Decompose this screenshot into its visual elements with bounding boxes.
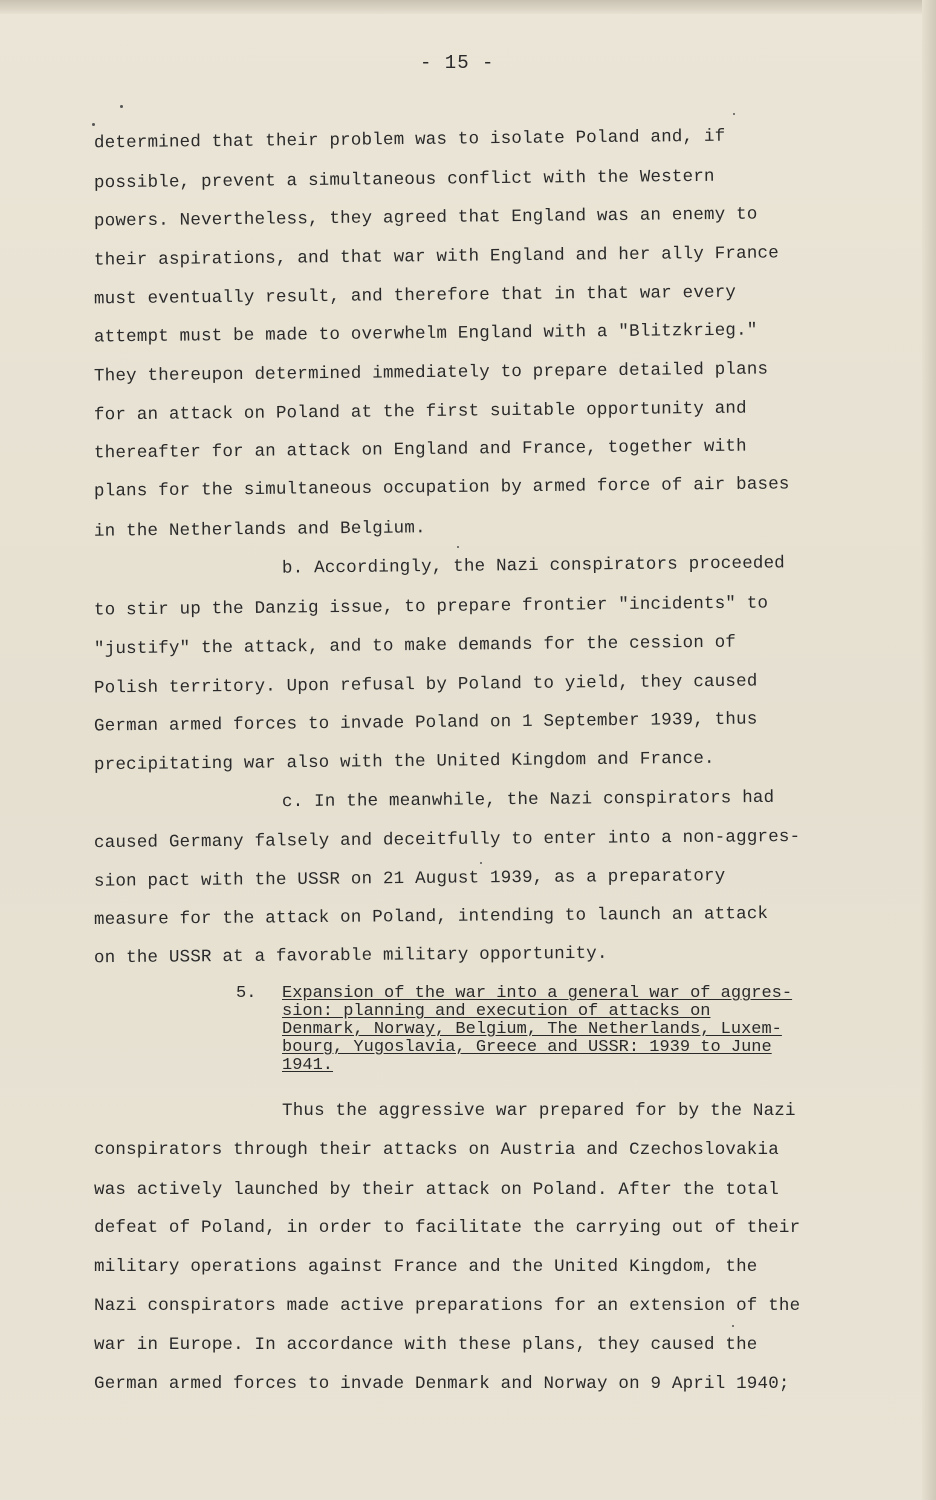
paragraph-b-line: precipitating war also with the United Kingdom and France. (93, 748, 715, 776)
section-heading-text (282, 985, 857, 1075)
paragraph-a-line: thereafter for an attack on England and France, together with (93, 436, 747, 464)
paragraph-c-line: sion pact with the USSR on 21 August 1939, as a preparatory (93, 866, 726, 892)
section-heading-line: Denmark, Norway, Belgium, The Netherlands, Luxem- (282, 1020, 782, 1039)
ink-speck (480, 862, 482, 864)
paragraph-d-line: defeat of Poland, in order to facilitate the carrying out of their (94, 1218, 801, 1238)
paragraph-a-line: their aspirations, and that war with England and her ally France (93, 243, 780, 271)
paragraph-c-line: on the USSR at a favorable military opportunity. (93, 943, 608, 969)
paragraph-a-line: for an attack on Poland at the first suitable opportunity and (93, 398, 747, 426)
paragraph-a-line: powers. Nevertheless, they agreed that England was an enemy to (93, 204, 758, 232)
paragraph-c-line: caused Germany falsely and deceitfully to enter into a non-aggres- (93, 826, 801, 854)
paragraph-a-line: plans for the simultaneous occupation by armed force of air bases (93, 474, 790, 502)
paragraph-d-line: Thus the aggressive war prepared for by the Nazi (282, 1101, 796, 1121)
paragraph-d-line: Nazi conspirators made active preparations for an extension of the (94, 1296, 801, 1316)
section-number: 5. (236, 984, 257, 1003)
page-number: - 15 - (420, 52, 495, 74)
section-heading-line: 1941. (282, 1056, 334, 1075)
paragraph-c-line: c. In the meanwhile, the Nazi conspirators had (281, 787, 775, 813)
paragraph-d-line: was actively launched by their attack on Poland. After the total (94, 1180, 779, 1200)
ink-speck (120, 105, 123, 108)
paragraph-d-line: conspirators through their attacks on Austria and Czechoslovakia (94, 1140, 779, 1160)
paragraph-a-line: They thereupon determined immediately to prepare detailed plans (93, 359, 769, 387)
paragraph-a-line: must eventually result, and therefore that in that war every (93, 282, 737, 310)
section-heading-line: Expansion of the war into a general war of aggres- (282, 984, 793, 1003)
section-heading-line: sion: planning and execution of attacks on (282, 1002, 711, 1021)
paragraph-b-line: b. Accordingly, the Nazi conspirators proceeded (281, 553, 786, 579)
paragraph-a-line: in the Netherlands and Belgium. (93, 518, 426, 542)
paragraph-a-line: attempt must be made to overwhelm England with a "Blitzkrieg." (93, 320, 758, 348)
paragraph-b-line: German armed forces to invade Poland on 1 September 1939, thus (93, 709, 758, 737)
paragraph-b-line: to stir up the Danzig issue, to prepare frontier "incidents" to (93, 593, 769, 621)
page-right-edge (922, 0, 936, 1500)
paragraph-d-line: war in Europe. In accordance with these plans, they caused the (94, 1335, 758, 1355)
page-top-edge (0, 0, 936, 14)
paragraph-b-line: Polish territory. Upon refusal by Poland to yield, they caused (93, 671, 758, 699)
paragraph-d-line: German armed forces to invade Denmark and Norway on 9 April 1940; (94, 1374, 790, 1394)
paragraph-a-line: determined that their problem was to isolate Poland and, if (93, 126, 726, 154)
ink-speck (92, 123, 95, 126)
ink-speck (732, 1325, 734, 1327)
paragraph-a-line: possible, prevent a simultaneous conflict with the Western (93, 166, 715, 194)
ink-speck (733, 113, 735, 115)
paragraph-b-line: "justify" the attack, and to make demands for the cession of (93, 632, 737, 660)
paragraph-d-line: military operations against France and the United Kingdom, the (94, 1257, 758, 1277)
paragraph-c-line: measure for the attack on Poland, intending to launch an attack (93, 904, 769, 930)
ink-speck (457, 546, 459, 548)
section-heading-line: bourg, Yugoslavia, Greece and USSR: 1939 to June (282, 1038, 772, 1057)
